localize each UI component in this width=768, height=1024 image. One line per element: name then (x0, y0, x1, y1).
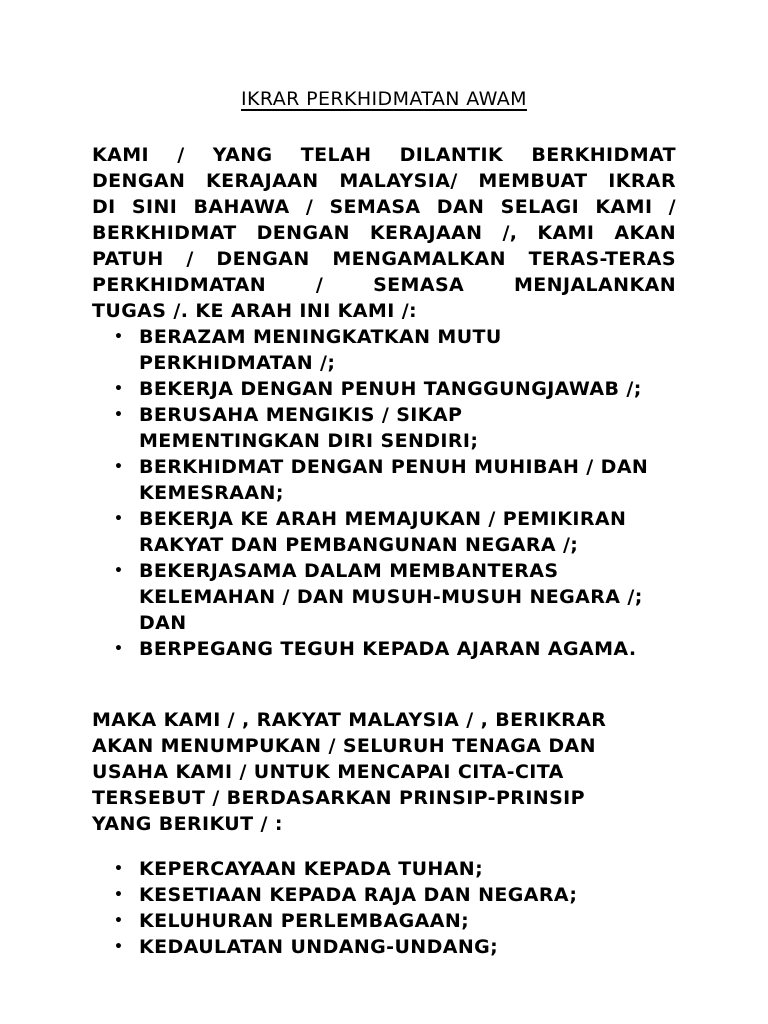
principle-item-text: KELUHURAN PERLEMBAGAAN; (139, 910, 470, 932)
pledge-list (92, 324, 676, 662)
paragraph-2-line: MAKA KAMI / , RAKYAT MALAYSIA / , BERIKRAR (92, 709, 607, 731)
pledge-item-text: BEKERJA DENGAN PENUH TANGGUNGJAWAB /; (139, 378, 642, 400)
bullet-icon: • (114, 641, 124, 657)
bullet-icon: • (114, 407, 124, 423)
bullet-icon: • (114, 459, 124, 475)
pledge-item-text: KELEMAHAN / DAN MUSUH-MUSUH NEGARA /; (139, 586, 643, 608)
bullet-icon: • (114, 887, 124, 903)
paragraph-2-line: AKAN MENUMPUKAN / SELURUH TENAGA DAN (92, 735, 596, 757)
pledge-item (92, 376, 676, 402)
paragraph-2-line: USAHA KAMI / UNTUK MENCAPAI CITA-CITA (92, 761, 564, 783)
pledge-item-text: BERAZAM MENINGKATKAN MUTU (139, 326, 502, 348)
paragraph-1-line: BERKHIDMAT DENGAN KERAJAAN /, KAMI AKAN (92, 222, 676, 244)
pledge-item (92, 636, 676, 662)
paragraph-1-line: TUGAS /. KE ARAH INI KAMI /: (92, 300, 418, 322)
pledge-item-text: KEMESRAAN; (139, 482, 284, 504)
principle-item-text: KESETIAAN KEPADA RAJA DAN NEGARA; (139, 884, 578, 906)
paragraph-1-line: DENGAN KERAJAAN MALAYSIA/ MEMBUAT IKRAR (92, 170, 676, 192)
principle-item (92, 856, 676, 882)
pledge-item-text: MEMENTINGKAN DIRI SENDIRI; (139, 430, 479, 452)
pledge-item-text: BEKERJA KE ARAH MEMAJUKAN / PEMIKIRAN (139, 508, 627, 530)
pledge-item-text: BEKERJASAMA DALAM MEMBANTERAS (139, 560, 559, 582)
pledge-item (92, 324, 676, 376)
pledge-item-text: RAKYAT DAN PEMBANGUNAN NEGARA /; (139, 534, 579, 556)
paragraph-1-line: KAMI / YANG TELAH DILANTIK BERKHIDMAT (92, 144, 676, 166)
paragraph-1-line: DI SINI BAHAWA / SEMASA DAN SELAGI KAMI / (92, 196, 676, 218)
pledge-item (92, 454, 676, 506)
principle-item (92, 908, 676, 934)
pledge-item (92, 402, 676, 454)
pledge-item-text: BERUSAHA MENGIKIS / SIKAP (139, 404, 463, 426)
principle-item (92, 882, 676, 908)
paragraph-2 (92, 688, 676, 960)
bullet-icon: • (114, 381, 124, 397)
bullet-icon: • (114, 563, 124, 579)
principles-list (92, 856, 676, 960)
bullet-icon: • (114, 329, 124, 345)
pledge-item (92, 558, 676, 636)
paragraph-2-line: YANG BERIKUT / : (92, 813, 283, 835)
paragraph-1-line: PERKHIDMATAN / SEMASA MENJALANKAN (92, 274, 676, 296)
paragraph-1 (92, 142, 676, 662)
paragraph-1-text (92, 142, 676, 324)
pledge-item-text: PERKHIDMATAN /; (139, 352, 336, 374)
pledge-item-text: BERPEGANG TEGUH KEPADA AJARAN AGAMA. (139, 638, 637, 660)
pledge-item-text: BERKHIDMAT DENGAN PENUH MUHIBAH / DAN (139, 456, 649, 478)
bullet-icon: • (114, 913, 124, 929)
bullet-icon: • (114, 511, 124, 527)
paragraph-2-line: TERSEBUT / BERDASARKAN PRINSIP-PRINSIP (92, 787, 585, 809)
bullet-icon: • (114, 861, 124, 877)
principle-item-text: KEPERCAYAAN KEPADA TUHAN; (139, 858, 484, 880)
pledge-item (92, 506, 676, 558)
paragraph-1-line: PATUH / DENGAN MENGAMALKAN TERAS-TERAS (92, 248, 676, 270)
bullet-icon: • (114, 939, 124, 955)
principle-item-text: KEDAULATAN UNDANG-UNDANG; (139, 936, 499, 958)
pledge-item-text: DAN (139, 612, 187, 634)
principle-item (92, 934, 676, 960)
document-title: IKRAR PERKHIDMATAN AWAM (241, 88, 527, 110)
paragraph-2-text (92, 707, 676, 837)
